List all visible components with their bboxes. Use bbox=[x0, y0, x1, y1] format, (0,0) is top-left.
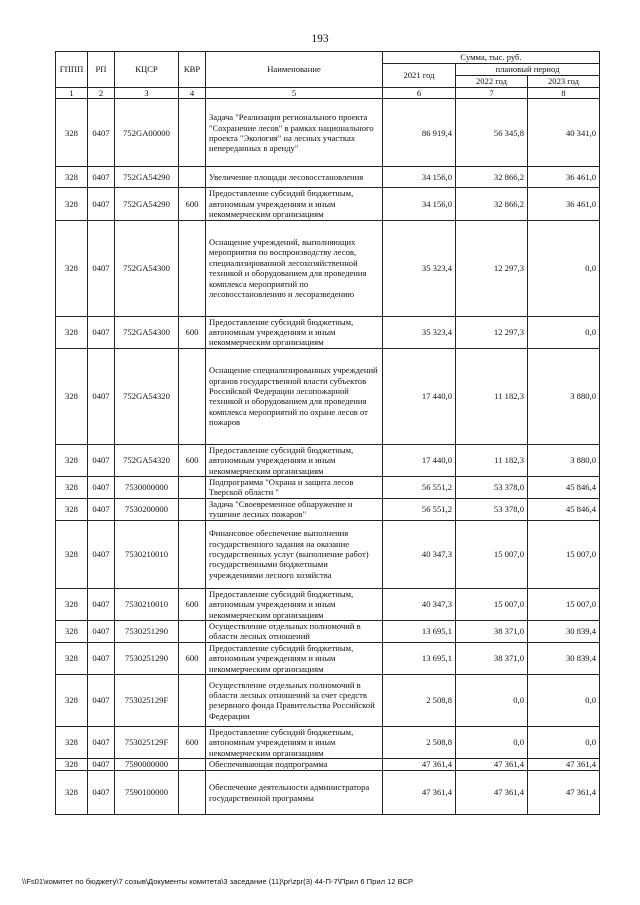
cell-sum-2022: 15 007,0 bbox=[456, 520, 528, 588]
cell-sum-2023: 0,0 bbox=[528, 726, 600, 758]
cell-rp: 0407 bbox=[88, 444, 115, 476]
cell-gppp: 328 bbox=[56, 477, 88, 499]
table-row bbox=[56, 316, 600, 348]
header-planned-period: плановый период bbox=[456, 64, 600, 76]
cell-kcsr: 752GA54290 bbox=[115, 167, 179, 188]
cell-gppp: 328 bbox=[56, 674, 88, 726]
cell-name: Увеличение площади лесовосстановления bbox=[206, 167, 383, 188]
cell-name: Подпрограмма "Охрана и защита лесов Тверской области " bbox=[206, 477, 383, 499]
cell-name: Предоставление субсидий бюджетным, автономным учреждениям и иным некоммерческим организациям bbox=[206, 188, 383, 220]
cell-sum-2021: 34 156,0 bbox=[383, 188, 456, 220]
cell-sum-2021: 56 551,2 bbox=[383, 498, 456, 520]
cell-sum-2023: 47 361,4 bbox=[528, 771, 600, 815]
cell-gppp: 328 bbox=[56, 348, 88, 444]
table-row bbox=[56, 726, 600, 758]
cell-gppp: 328 bbox=[56, 520, 88, 588]
cell-kvr bbox=[179, 620, 206, 642]
column-number: 5 bbox=[206, 88, 383, 99]
cell-kvr: 600 bbox=[179, 316, 206, 348]
header-2021: 2021 год bbox=[383, 64, 456, 88]
cell-sum-2022: 0,0 bbox=[456, 726, 528, 758]
cell-kcsr: 752GA54320 bbox=[115, 444, 179, 476]
column-number: 1 bbox=[56, 88, 88, 99]
cell-gppp: 328 bbox=[56, 642, 88, 674]
cell-rp: 0407 bbox=[88, 167, 115, 188]
cell-sum-2022: 32 866,2 bbox=[456, 188, 528, 220]
cell-kvr bbox=[179, 348, 206, 444]
cell-kcsr: 752GA54300 bbox=[115, 316, 179, 348]
cell-name: Задача "Своевременное обнаружение и тушение лесных пожаров" bbox=[206, 498, 383, 520]
cell-name: Осуществление отдельных полномочий в области лесных отношений bbox=[206, 620, 383, 642]
cell-gppp: 328 bbox=[56, 99, 88, 167]
cell-rp: 0407 bbox=[88, 726, 115, 758]
cell-gppp: 328 bbox=[56, 588, 88, 620]
cell-rp: 0407 bbox=[88, 498, 115, 520]
cell-gppp: 328 bbox=[56, 726, 88, 758]
cell-sum-2022: 47 361,4 bbox=[456, 759, 528, 771]
cell-sum-2023: 36 461,0 bbox=[528, 188, 600, 220]
cell-gppp: 328 bbox=[56, 167, 88, 188]
cell-rp: 0407 bbox=[88, 220, 115, 316]
cell-gppp: 328 bbox=[56, 620, 88, 642]
cell-kvr bbox=[179, 498, 206, 520]
cell-kvr bbox=[179, 477, 206, 499]
cell-kcsr: 7530251290 bbox=[115, 620, 179, 642]
cell-kvr: 600 bbox=[179, 444, 206, 476]
cell-sum-2022: 56 345,8 bbox=[456, 99, 528, 167]
cell-sum-2021: 56 551,2 bbox=[383, 477, 456, 499]
cell-sum-2023: 30 839,4 bbox=[528, 642, 600, 674]
cell-kvr bbox=[179, 99, 206, 167]
cell-sum-2021: 13 695,1 bbox=[383, 620, 456, 642]
cell-sum-2022: 15 007,0 bbox=[456, 588, 528, 620]
column-number: 2 bbox=[88, 88, 115, 99]
cell-sum-2021: 35 323,4 bbox=[383, 220, 456, 316]
cell-sum-2021: 13 695,1 bbox=[383, 642, 456, 674]
cell-rp: 0407 bbox=[88, 759, 115, 771]
cell-kcsr: 753025129F bbox=[115, 674, 179, 726]
table-body bbox=[56, 99, 600, 815]
header-sum: Сумма, тыс. руб. bbox=[383, 52, 600, 64]
cell-rp: 0407 bbox=[88, 520, 115, 588]
cell-gppp: 328 bbox=[56, 188, 88, 220]
table-row bbox=[56, 674, 600, 726]
cell-rp: 0407 bbox=[88, 348, 115, 444]
cell-gppp: 328 bbox=[56, 316, 88, 348]
table-row bbox=[56, 498, 600, 520]
table-row bbox=[56, 588, 600, 620]
table-row bbox=[56, 620, 600, 642]
header-gppp: ГППП bbox=[56, 52, 88, 88]
cell-rp: 0407 bbox=[88, 188, 115, 220]
cell-sum-2022: 53 378,0 bbox=[456, 498, 528, 520]
header-kvr: КВР bbox=[179, 52, 206, 88]
table-row bbox=[56, 444, 600, 476]
column-number: 8 bbox=[528, 88, 600, 99]
cell-sum-2021: 47 361,4 bbox=[383, 759, 456, 771]
cell-sum-2022: 38 371,0 bbox=[456, 620, 528, 642]
cell-rp: 0407 bbox=[88, 674, 115, 726]
budget-table bbox=[55, 51, 600, 815]
cell-gppp: 328 bbox=[56, 771, 88, 815]
cell-sum-2021: 17 440,0 bbox=[383, 444, 456, 476]
header-2022: 2022 год bbox=[456, 76, 528, 88]
cell-name: Задача "Реализация регионального проекта "Сохранение лесов" в рамках национального проекта "Экология" на лесных участках непереданных в аренду" bbox=[206, 99, 383, 167]
cell-sum-2023: 0,0 bbox=[528, 316, 600, 348]
header-kcsr: КЦСР bbox=[115, 52, 179, 88]
column-numbers-row bbox=[56, 88, 600, 99]
cell-rp: 0407 bbox=[88, 771, 115, 815]
column-number: 6 bbox=[383, 88, 456, 99]
cell-sum-2023: 0,0 bbox=[528, 674, 600, 726]
cell-sum-2022: 12 297,3 bbox=[456, 220, 528, 316]
cell-kcsr: 752GA54300 bbox=[115, 220, 179, 316]
cell-sum-2022: 47 361,4 bbox=[456, 771, 528, 815]
cell-sum-2023: 3 880,0 bbox=[528, 348, 600, 444]
cell-name: Финансовое обеспечение выполнения государственного задания на оказание государственных услуг (выполнение работ) государственными бюджетными учреждениями лесного хозяйства bbox=[206, 520, 383, 588]
cell-kcsr: 7530210010 bbox=[115, 588, 179, 620]
cell-gppp: 328 bbox=[56, 759, 88, 771]
cell-sum-2022: 11 182,3 bbox=[456, 348, 528, 444]
cell-sum-2021: 34 156,0 bbox=[383, 167, 456, 188]
cell-kvr: 600 bbox=[179, 588, 206, 620]
page-number: 193 bbox=[311, 33, 329, 45]
cell-kvr bbox=[179, 759, 206, 771]
cell-sum-2023: 30 839,4 bbox=[528, 620, 600, 642]
cell-kvr: 600 bbox=[179, 188, 206, 220]
cell-rp: 0407 bbox=[88, 620, 115, 642]
cell-gppp: 328 bbox=[56, 444, 88, 476]
cell-sum-2022: 0,0 bbox=[456, 674, 528, 726]
cell-name: Осуществление отдельных полномочий в области лесных отношений за счет средств резервного фонда Правительства Российской Федерации bbox=[206, 674, 383, 726]
cell-rp: 0407 bbox=[88, 588, 115, 620]
cell-kvr bbox=[179, 520, 206, 588]
cell-name: Оснащение специализированных учреждений органов государственной власти субъектов Российской Федерации лесопожарной техникой и оборудованием для проведения комплекса мероприятий по охране лесов от пожаров bbox=[206, 348, 383, 444]
cell-name: Предоставление субсидий бюджетным, автономным учреждениям и иным некоммерческим организациям bbox=[206, 726, 383, 758]
cell-kcsr: 7530000000 bbox=[115, 477, 179, 499]
column-number: 4 bbox=[179, 88, 206, 99]
cell-sum-2021: 47 361,4 bbox=[383, 771, 456, 815]
cell-kvr: 600 bbox=[179, 642, 206, 674]
table-header bbox=[56, 52, 600, 99]
cell-kvr bbox=[179, 771, 206, 815]
cell-rp: 0407 bbox=[88, 316, 115, 348]
table-row bbox=[56, 771, 600, 815]
cell-kvr bbox=[179, 220, 206, 316]
table-row bbox=[56, 477, 600, 499]
cell-sum-2021: 40 347,3 bbox=[383, 588, 456, 620]
header-rp: РП bbox=[88, 52, 115, 88]
table-row bbox=[56, 167, 600, 188]
cell-sum-2023: 36 461,0 bbox=[528, 167, 600, 188]
cell-kcsr: 7590100000 bbox=[115, 771, 179, 815]
cell-sum-2023: 47 361,4 bbox=[528, 759, 600, 771]
cell-sum-2021: 2 508,8 bbox=[383, 726, 456, 758]
cell-kcsr: 7530200000 bbox=[115, 498, 179, 520]
table-row bbox=[56, 99, 600, 167]
cell-rp: 0407 bbox=[88, 99, 115, 167]
cell-kvr bbox=[179, 674, 206, 726]
footer-file-path: \\Fs01\комитет по бюджету\7 созыв\Документы комитета\3 заседание (11)\pr\zpr(3) 44-П-7\Прил 6 Прил 12 ВСР bbox=[22, 877, 414, 886]
cell-kcsr: 752GA54320 bbox=[115, 348, 179, 444]
cell-sum-2023: 15 007,0 bbox=[528, 520, 600, 588]
cell-gppp: 328 bbox=[56, 220, 88, 316]
cell-sum-2021: 2 508,8 bbox=[383, 674, 456, 726]
cell-name: Оснащение учреждений, выполняющих мероприятия по воспроизводству лесов, специализированной лесохозяйственной техникой и оборудованием для проведения комплекса мероприятий по лесовосстановлению и лесоразведению bbox=[206, 220, 383, 316]
cell-sum-2022: 53 378,0 bbox=[456, 477, 528, 499]
cell-rp: 0407 bbox=[88, 477, 115, 499]
cell-sum-2023: 45 846,4 bbox=[528, 498, 600, 520]
cell-kvr: 600 bbox=[179, 726, 206, 758]
cell-kcsr: 7530210010 bbox=[115, 520, 179, 588]
cell-sum-2021: 86 919,4 bbox=[383, 99, 456, 167]
cell-name: Обеспечивающая подпрограмма bbox=[206, 759, 383, 771]
cell-kcsr: 752GA00000 bbox=[115, 99, 179, 167]
cell-rp: 0407 bbox=[88, 642, 115, 674]
cell-name: Предоставление субсидий бюджетным, автономным учреждениям и иным некоммерческим организациям bbox=[206, 444, 383, 476]
cell-sum-2021: 35 323,4 bbox=[383, 316, 456, 348]
table-row bbox=[56, 220, 600, 316]
header-name: Наименование bbox=[206, 52, 383, 88]
cell-name: Предоставление субсидий бюджетным, автономным учреждениям и иным некоммерческим организациям bbox=[206, 316, 383, 348]
cell-gppp: 328 bbox=[56, 498, 88, 520]
cell-sum-2023: 0,0 bbox=[528, 220, 600, 316]
cell-sum-2023: 3 880,0 bbox=[528, 444, 600, 476]
cell-sum-2023: 45 846,4 bbox=[528, 477, 600, 499]
cell-name: Предоставление субсидий бюджетным, автономным учреждениям и иным некоммерческим организациям bbox=[206, 642, 383, 674]
table-row bbox=[56, 348, 600, 444]
column-number: 3 bbox=[115, 88, 179, 99]
header-2023: 2023 год bbox=[528, 76, 600, 88]
cell-kcsr: 752GA54290 bbox=[115, 188, 179, 220]
column-number: 7 bbox=[456, 88, 528, 99]
table-row bbox=[56, 520, 600, 588]
cell-kcsr: 7590000000 bbox=[115, 759, 179, 771]
cell-kcsr: 7530251290 bbox=[115, 642, 179, 674]
table-row bbox=[56, 759, 600, 771]
cell-sum-2021: 40 347,3 bbox=[383, 520, 456, 588]
cell-kcsr: 753025129F bbox=[115, 726, 179, 758]
cell-sum-2022: 38 371,0 bbox=[456, 642, 528, 674]
cell-sum-2023: 15 007,0 bbox=[528, 588, 600, 620]
cell-name: Обеспечение деятельности администратора государственной программы bbox=[206, 771, 383, 815]
cell-sum-2022: 11 182,3 bbox=[456, 444, 528, 476]
table-row bbox=[56, 188, 600, 220]
cell-sum-2023: 40 341,0 bbox=[528, 99, 600, 167]
table-row bbox=[56, 642, 600, 674]
cell-sum-2022: 32 866,2 bbox=[456, 167, 528, 188]
cell-kvr bbox=[179, 167, 206, 188]
cell-sum-2022: 12 297,3 bbox=[456, 316, 528, 348]
cell-name: Предоставление субсидий бюджетным, автономным учреждениям и иным некоммерческим организациям bbox=[206, 588, 383, 620]
cell-sum-2021: 17 440,0 bbox=[383, 348, 456, 444]
